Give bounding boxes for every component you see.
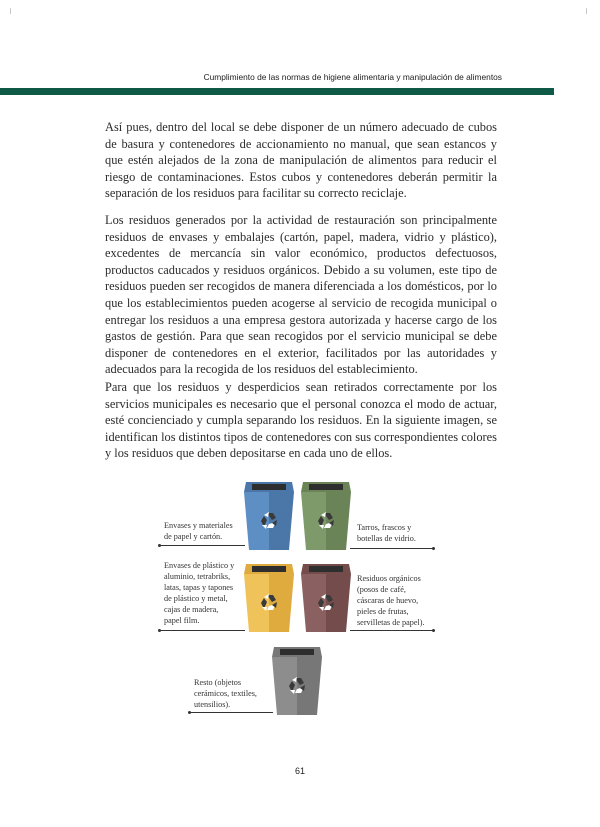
crop-mark-right [586, 8, 587, 14]
bin-graphic [300, 562, 352, 634]
leader-brown [350, 630, 434, 631]
leader-yellow [160, 630, 245, 631]
bin-opening [309, 484, 343, 490]
header-rule [0, 88, 554, 95]
leader-dot-blue [158, 544, 161, 547]
leader-dot-brown [432, 629, 435, 632]
paragraph-3: Para que los residuos y desperdicios sean retirados correctamente por los servicios municipales es necesario que el personal conozca el modo de actuar, esté concienciado y cumpla separando los residuos. En la siguiente imagen, se identifican los distintos tipos de contenedores con sus correspondientes colores y los residuos que deben depositarse en cada uno de ellos. [105, 380, 497, 461]
bin-opening [280, 649, 314, 655]
leader-dot-yellow [158, 629, 161, 632]
grey-bin [271, 645, 323, 717]
page-number: 61 [294, 766, 305, 776]
recycle-icon [260, 512, 278, 530]
running-header: Cumplimiento de las normas de higiene alimentaria y manipulación de alimentos [203, 72, 502, 82]
bin-graphic [243, 562, 295, 634]
leader-blue [160, 545, 245, 546]
crop-mark-left [10, 8, 11, 14]
blue-bin [243, 480, 295, 552]
recycle-icon [260, 594, 278, 612]
green-bin [300, 480, 352, 552]
paragraph-2: Los residuos generados por la actividad de restauración son principalmente residuos de envases y embalajes (cartón, papel, madera, vidrio y plástico), excedentes de mercancía sin valor económico, productos defectuosos, productos caducados y residuos orgánicos. Debido a su volumen, este tipo de residuos pueden ser recogidos de manera diferenciada a los domésticos, por lo que los establecimientos pueden acogerse al servicio de recogida municipal o entregar los residuos a una empresa gestora autorizada y hacerse cargo de los gastos de gestión. Para que sean recogidos por el servicio municipal se debe disponer de contenedores en el exterior, facilitados por las autoridades y adecuados para la recogida de los residuos del establecimiento. [105, 213, 497, 377]
recycle-icon [288, 677, 306, 695]
caption-yellow: Envases de plástico y aluminio, tetrabriks, latas, tapas y tapones de plástico y metal, cajas de madera, papel film. [164, 561, 235, 625]
bin-opening [309, 566, 343, 572]
caption-brown: Residuos orgánicos (posos de café, cáscaras de huevo, pieles de frutas, servilletas de papel). [357, 574, 425, 627]
leader-grey [190, 712, 273, 713]
recycle-icon [317, 512, 335, 530]
brown-bin [300, 562, 352, 634]
yellow-bin [243, 562, 295, 634]
recycling-bins-figure [0, 470, 600, 730]
caption-grey: Resto (objetos cerámicos, textiles, utensilios). [194, 678, 257, 709]
bin-opening [252, 484, 286, 490]
recycle-icon [317, 594, 335, 612]
caption-green: Tarros, frascos y botellas de vidrio. [357, 523, 416, 543]
leader-dot-grey [188, 711, 191, 714]
leader-green [350, 548, 434, 549]
bin-graphic [243, 480, 295, 552]
bin-opening [252, 566, 286, 572]
bin-graphic [271, 645, 323, 717]
leader-dot-green [432, 547, 435, 550]
caption-blue: Envases y materiales de papel y cartón. [164, 521, 233, 541]
paragraph-1: Así pues, dentro del local se debe disponer de un número adecuado de cubos de basura y contenedores de accionamiento no manual, que sean estancos y que estén alejados de la zona de manipulación de alimentos para reducir el riesgo de contaminaciones. Estos cubos y contenedores deberán permitir la separación de los residuos para facilitar su correcto reciclaje. [105, 120, 497, 201]
bin-graphic [300, 480, 352, 552]
